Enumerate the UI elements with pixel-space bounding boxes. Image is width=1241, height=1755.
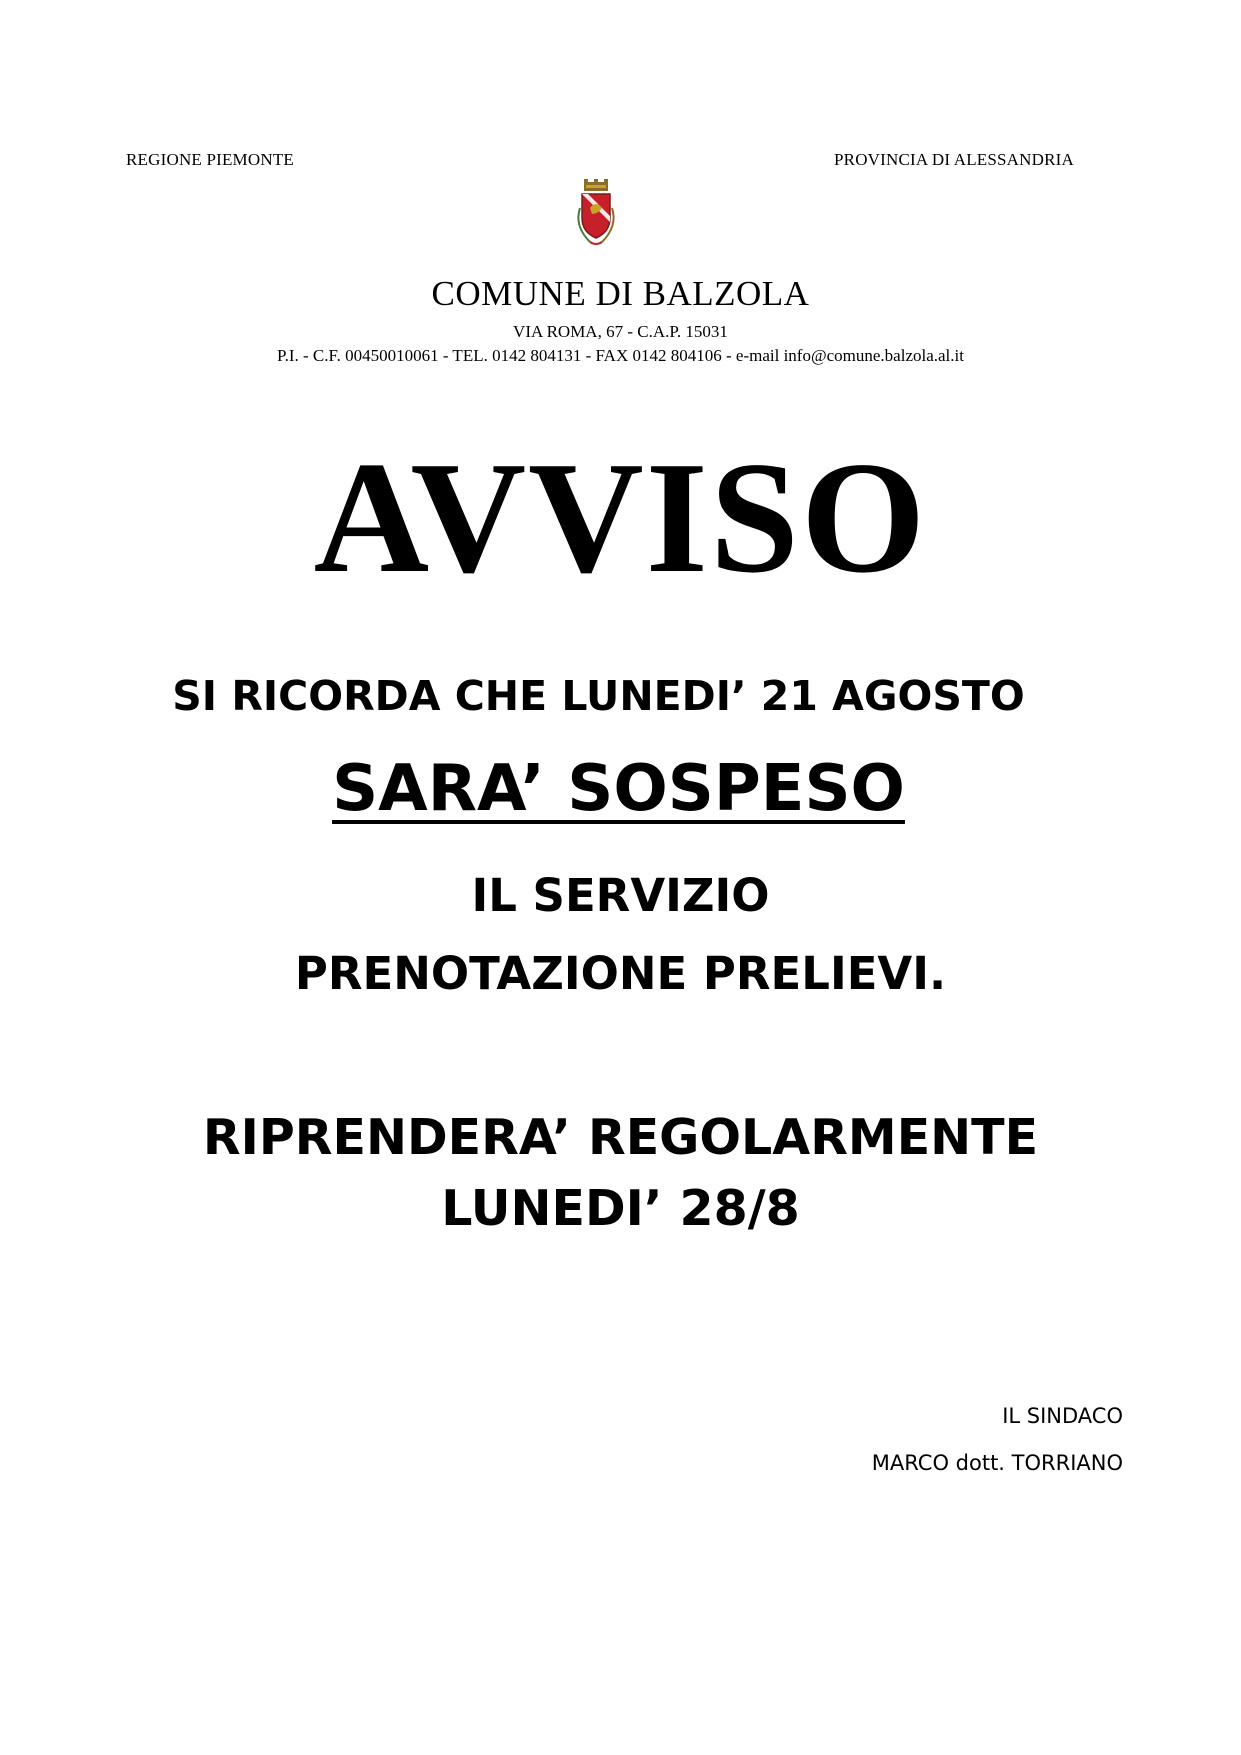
notice-line-6: LUNEDI’ 28/8 — [441, 1180, 800, 1237]
notice-title: AVVISO — [313, 428, 928, 606]
signature-title: IL SINDACO — [1002, 1404, 1123, 1428]
province-label: PROVINCIA DI ALESSANDRIA — [834, 150, 1074, 169]
notice-line-4: PRENOTAZIONE PRELIEVI. — [294, 947, 947, 1000]
municipal-coat-of-arms-icon — [570, 178, 622, 250]
region-label: REGIONE PIEMONTE — [126, 150, 294, 169]
municipality-name: COMUNE DI BALZOLA — [431, 274, 810, 313]
notice-line-5: RIPRENDERA’ REGOLARMENTE — [202, 1109, 1039, 1166]
signature-name: MARCO dott. TORRIANO — [871, 1451, 1123, 1475]
contacts-line: P.I. - C.F. 00450010061 - TEL. 0142 804131 - FAX 0142 804106 - e-mail info@comune.balzola.al.it — [277, 346, 964, 365]
address-line: VIA ROMA, 67 - C.A.P. 15031 — [513, 322, 728, 341]
notice-line-2: SARA’ SOSPESO — [332, 752, 905, 826]
notice-line-3: IL SERVIZIO — [471, 869, 770, 922]
notice-line-1: SI RICORDA CHE LUNEDI’ 21 AGOSTO — [172, 672, 1025, 720]
